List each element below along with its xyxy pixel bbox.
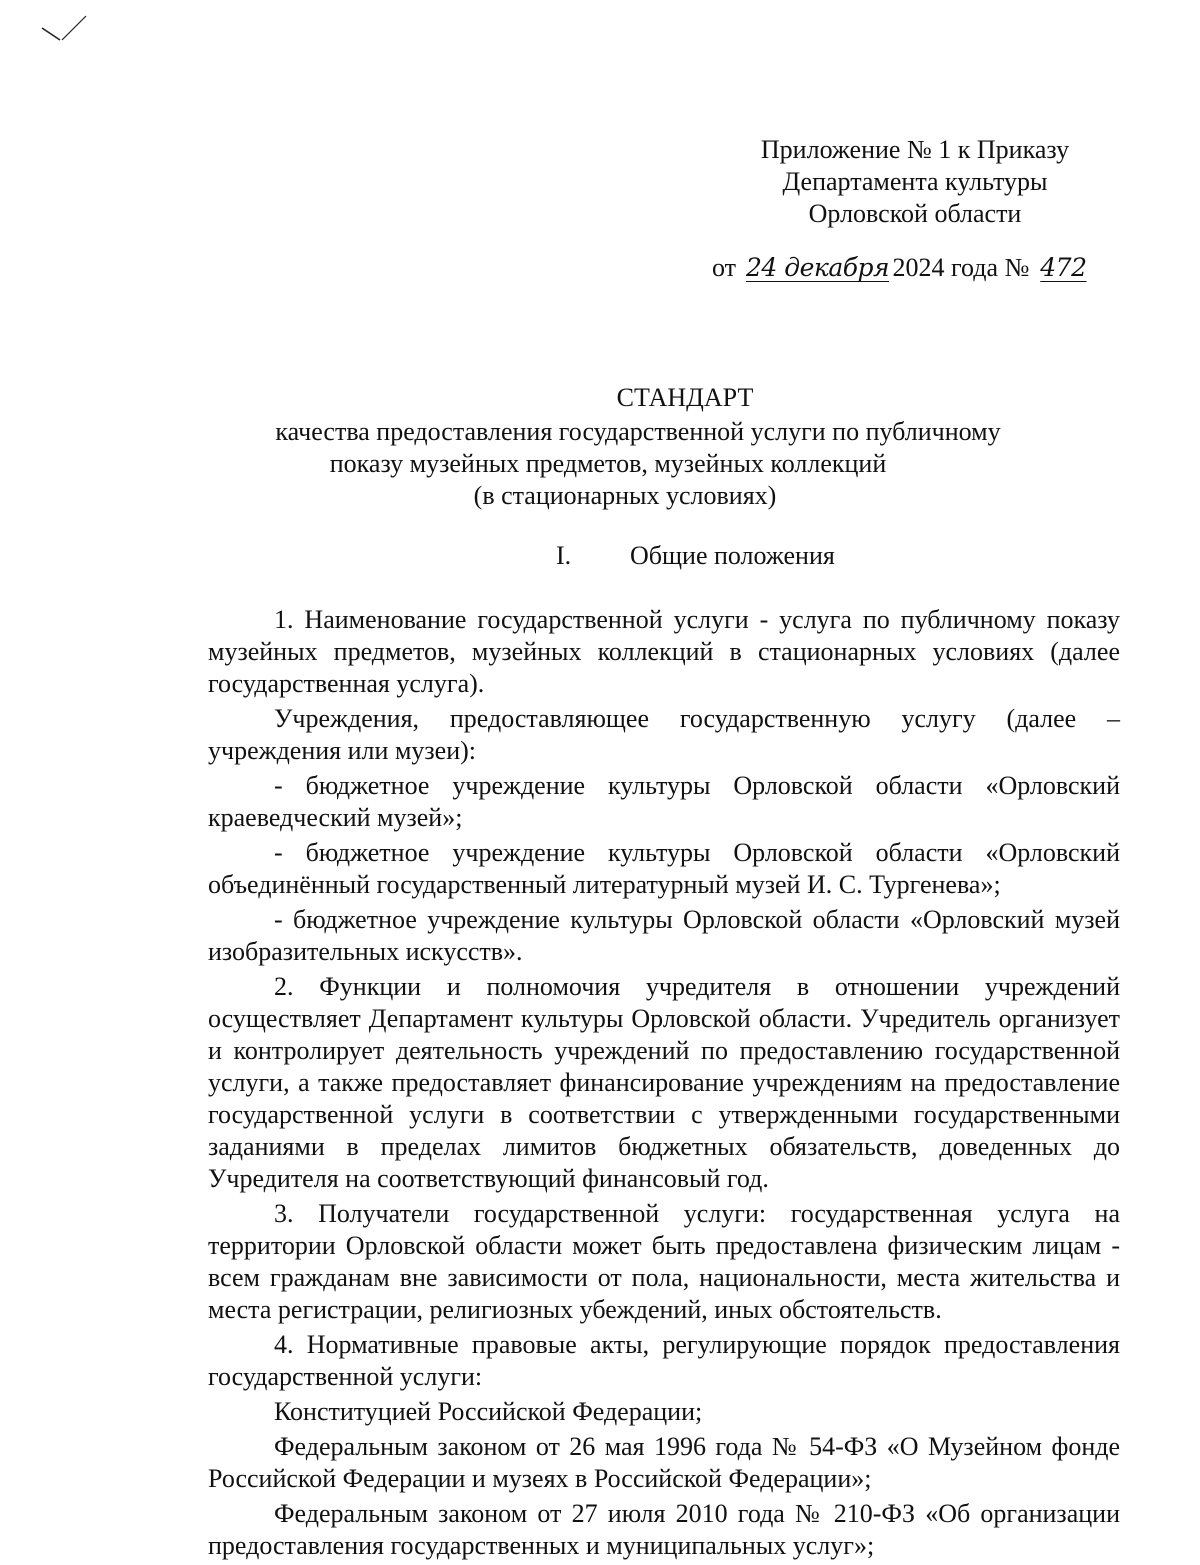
document-title — [240, 382, 1160, 512]
date-prefix: от — [712, 253, 737, 282]
paragraph: Федеральным законом от 27 июля 2010 года № 210-ФЗ «Об организации предоставления государственных и муниципальных услуг»; — [208, 1499, 1120, 1560]
document-body — [208, 604, 1120, 1565]
title-main: СТАНДАРТ — [616, 383, 754, 412]
paragraph: Учреждения, предоставляющее государственную услугу (далее – учреждения или музеи): — [208, 704, 1120, 765]
section-heading — [556, 540, 835, 572]
order-date-line — [712, 252, 1091, 284]
paragraph: 2. Функции и полномочия учредителя в отношении учреждений осуществляет Департамент культуры Орловской области. Учредитель организует и контролирует деятельность учреждений по предоставлению государственной услуги, а также предоставляет финансирование учреждениям на предоставление государственной услуги в соответствии с утвержденными государственными заданиями в пределах лимитов бюджетных обязательств, доведенных до Учредителя на соответствующий финансовый год. — [208, 972, 1120, 1193]
annex-line-1: Приложение № 1 к Приказу — [760, 135, 1070, 164]
paragraph: 3. Получатели государственной услуги: государственная услуга на территории Орловской области может быть предоставлена физическим лицам - всем гражданам вне зависимости от пола, национальности, места жительства и места регистрации, религиозных убеждений, иных обстоятельств. — [208, 1199, 1120, 1324]
title-sub-line-2: показу музейных предметов, музейных коллекций — [329, 449, 887, 478]
annex-line-3: Орловской области — [808, 199, 1022, 228]
handwritten-date: 24 декабря — [746, 253, 890, 282]
corner-mark-icon — [38, 10, 98, 50]
paragraph: - бюджетное учреждение культуры Орловской области «Орловский краеведческий музей»; — [208, 771, 1120, 832]
annex-header — [700, 134, 1130, 230]
paragraph: 4. Нормативные правовые акты, регулирующие порядок предоставления государственной услуги: — [208, 1330, 1120, 1391]
handwritten-order-number: 472 — [1040, 253, 1087, 282]
section-title: Общие положения — [630, 541, 835, 570]
title-sub-line-1: качества предоставления государственной услуги по публичному — [275, 417, 1001, 446]
year-and-number-label: 2024 года № — [892, 253, 1030, 282]
title-sub-line-3: (в стационарных условиях) — [473, 481, 777, 510]
paragraph: - бюджетное учреждение культуры Орловской области «Орловский музей изобразительных искусств». — [208, 905, 1120, 966]
paragraph: Федеральным законом от 26 мая 1996 года № 54-ФЗ «О Музейном фонде Российской Федерации и музеях в Российской Федерации»; — [208, 1432, 1120, 1493]
paragraph: Конституцией Российской Федерации; — [274, 1397, 703, 1426]
annex-line-2: Департамента культуры — [782, 167, 1048, 196]
paragraph: 1. Наименование государственной услуги - услуга по публичному показу музейных предметов, музейных коллекций в стационарных условиях (далее государственная услуга). — [208, 605, 1120, 698]
paragraph: - бюджетное учреждение культуры Орловской области «Орловский объединённый государственный литературный музей И. С. Тургенева»; — [208, 838, 1120, 899]
section-number: I. — [556, 541, 572, 570]
